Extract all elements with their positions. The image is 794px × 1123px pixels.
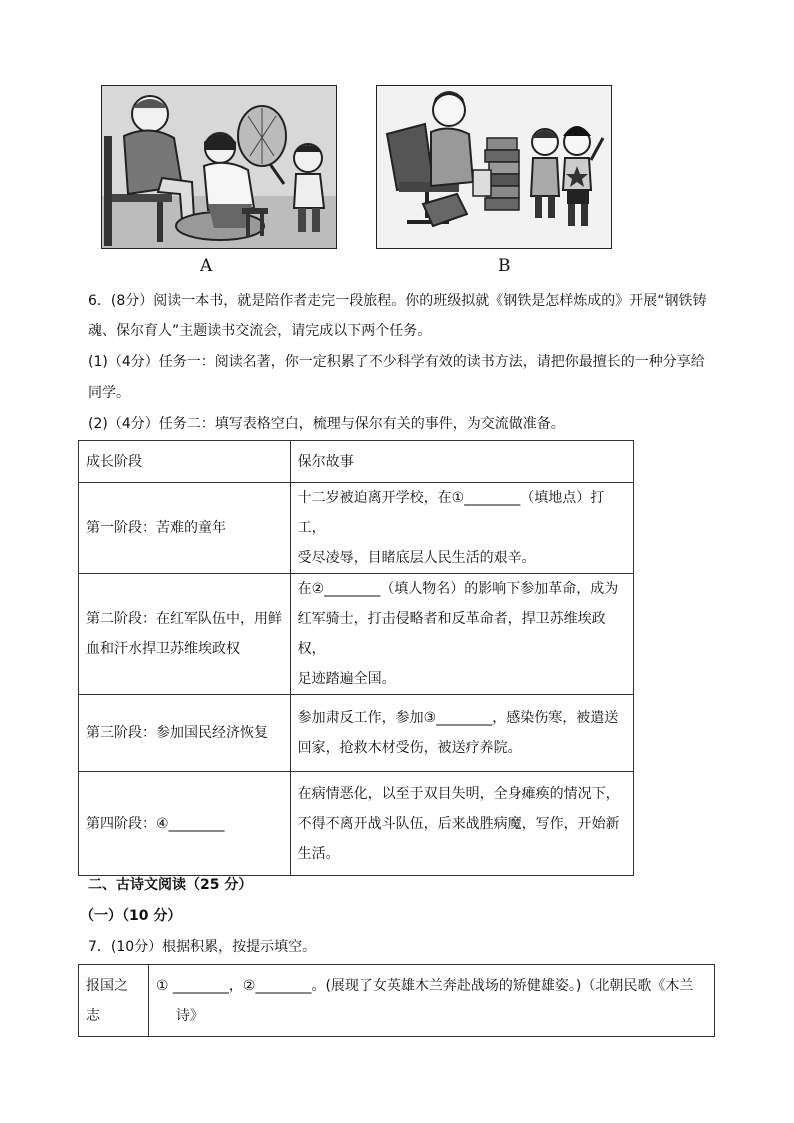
q6-task1-line2: 同学。 xyxy=(88,385,130,401)
section-title: 二、古诗文阅读（25 分） xyxy=(88,877,253,893)
story-cell: 参加肃反工作，参加③________，感染伤寒，被遣送 回家，抢救木材受伤，被送疗养院。 xyxy=(290,695,633,772)
q6-intro-line1: 6．(8分）阅读一本书，就是陪作者走完一段旅程。你的班级拟就《钢铁是怎样炼成的》开展“钢铁铸 xyxy=(88,293,707,309)
poem-fill-table xyxy=(78,964,715,1037)
header-story: 保尔故事 xyxy=(290,441,633,483)
table-row xyxy=(79,772,634,876)
story-cell: 在②________（填人物名）的影响下参加革命，成为 红军骑士，打击侵略者和反革命者，捍卫苏维埃政权， 足迹踏遍全国。 xyxy=(290,574,633,695)
illustration-a-drawing xyxy=(102,86,336,248)
stage-cell: 第二阶段：在红军队伍中，用鲜 血和汗水捍卫苏维埃政权 xyxy=(79,574,291,695)
table-row xyxy=(79,965,715,1037)
stage-cell: 第四阶段：④________ xyxy=(79,772,291,876)
subsection-title: （一）（10 分） xyxy=(80,908,182,924)
story-cell: 十二岁被迫离开学校，在①________（填地点）打工， 受尽凌辱，目睹底层人民生活的艰辛。 xyxy=(290,483,633,574)
illustration-a-label: A xyxy=(200,256,213,276)
illustration-b xyxy=(376,85,612,249)
table-header-row xyxy=(79,441,634,483)
paul-story-table xyxy=(78,440,634,876)
story-cell: 在病情恶化，以至于双目失明，全身瘫痪的情况下， 不得不离开战斗队伍，后来战胜病魔，写作，开始新 生活。 xyxy=(290,772,633,876)
table-row xyxy=(79,483,634,574)
q6-task1-line1: (1)（4分）任务一：阅读名著，你一定积累了不少科学有效的读书方法，请把你最擅长的一种分享给 xyxy=(88,354,705,370)
table-row xyxy=(79,574,634,695)
q7-prompt: 7．(10分）根据积累，按提示填空。 xyxy=(88,939,317,955)
fill-cell: ① ________，②________。(展现了女英雄木兰奔赴战场的矫健雄姿。)（北朝民歌《木兰 诗》 xyxy=(148,965,714,1037)
q6-intro-line2: 魂、保尔育人”主题读书交流会，请完成以下两个任务。 xyxy=(88,323,432,339)
illustration-b-drawing xyxy=(377,86,611,248)
stage-cell: 第一阶段：苦难的童年 xyxy=(79,483,291,574)
category-cell: 报国之 志 xyxy=(79,965,149,1037)
table-row xyxy=(79,695,634,772)
illustration-b-label: B xyxy=(498,256,511,276)
stage-cell: 第三阶段：参加国民经济恢复 xyxy=(79,695,291,772)
q6-task2: (2)（4分）任务二：填写表格空白，梳理与保尔有关的事件，为交流做准备。 xyxy=(88,416,565,432)
header-stage: 成长阶段 xyxy=(79,441,291,483)
illustration-a xyxy=(101,85,337,249)
